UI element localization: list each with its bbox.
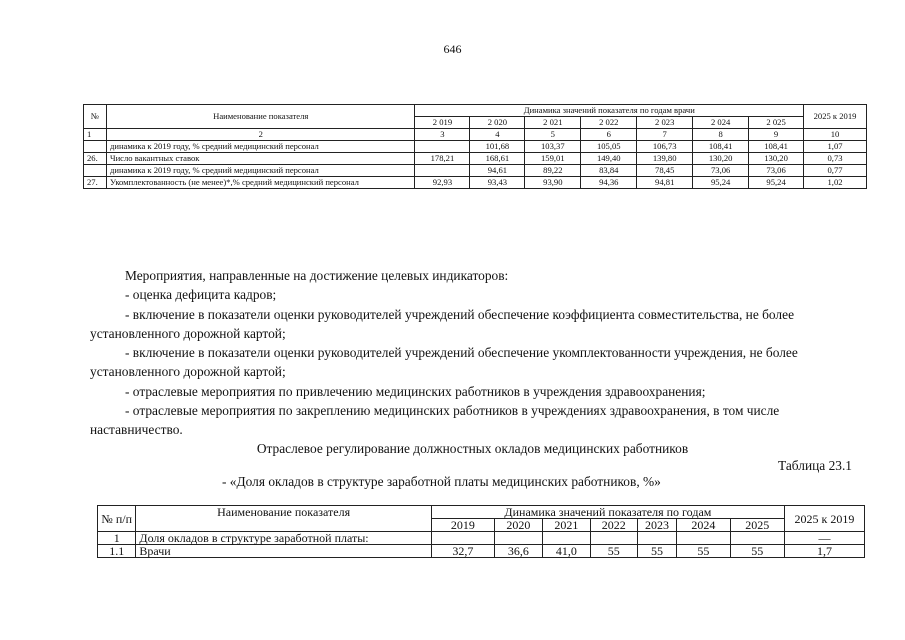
row-value: 55 — [677, 545, 730, 558]
measure-item: - включение в показатели оценки руководителей учреждений обеспечение укомплектованности учреждения, не более установленного дорожной картой; — [90, 345, 798, 380]
row-value: 73,06 — [693, 165, 749, 177]
row-value: 139,80 — [637, 153, 693, 165]
row-num: 26. — [84, 153, 107, 165]
row-value — [730, 532, 784, 545]
row-value: 149,40 — [581, 153, 637, 165]
row-value: 32,7 — [431, 545, 494, 558]
measure-item: - оценка дефицита кадров; — [125, 287, 277, 303]
row-value: 108,41 — [749, 141, 804, 153]
section-title: Отраслевое регулирование должностных окладов медицинских работников — [256, 441, 689, 456]
header-name: Наименование показателя — [136, 506, 431, 532]
col-number: 2 — [106, 129, 415, 141]
col-number: 6 — [581, 129, 637, 141]
header-year: 2 022 — [581, 117, 637, 129]
row-name: Укомплектованность (не менее)*,% средний медицинский персонал — [106, 177, 415, 189]
table-row — [84, 153, 867, 165]
row-num: 1 — [98, 532, 136, 545]
row-num: 1.1 — [98, 545, 136, 558]
table-caption: - «Доля окладов в структуре заработной платы медицинских работников, %» — [222, 474, 661, 489]
header-year: 2024 — [677, 519, 730, 532]
table-row — [84, 141, 867, 153]
header-year: 2 025 — [749, 117, 804, 129]
col-number: 7 — [637, 129, 693, 141]
header-year: 2 024 — [693, 117, 749, 129]
col-number: 3 — [415, 129, 470, 141]
row-value: 95,24 — [693, 177, 749, 189]
row-num — [84, 141, 107, 153]
table-row — [84, 177, 867, 189]
col-number: 10 — [804, 129, 867, 141]
measure-item: - отраслевые мероприятия по закреплению медицинских работников в учреждениях здравоохранения, в том числе наставничество. — [90, 403, 780, 438]
row-value: 103,37 — [525, 141, 581, 153]
header-year: 2023 — [637, 519, 676, 532]
row-value: 94,61 — [470, 165, 525, 177]
table-label: Таблица 23.1 — [778, 458, 853, 473]
col-number: 4 — [470, 129, 525, 141]
row-value: 41,0 — [542, 545, 590, 558]
indicator-table-1 — [83, 104, 867, 189]
indicator-table-2 — [97, 505, 865, 558]
row-value: 178,21 — [415, 153, 470, 165]
col-number: 8 — [693, 129, 749, 141]
row-value: 55 — [590, 545, 637, 558]
row-value: 93,43 — [470, 177, 525, 189]
col-number: 1 — [84, 129, 107, 141]
row-value: 94,81 — [637, 177, 693, 189]
row-value: 73,06 — [749, 165, 804, 177]
row-value: 92,93 — [415, 177, 470, 189]
table-row — [98, 532, 865, 545]
row-value: 93,90 — [525, 177, 581, 189]
row-value: 105,05 — [581, 141, 637, 153]
row-value — [431, 532, 494, 545]
row-value: 0,73 — [804, 153, 867, 165]
row-value — [542, 532, 590, 545]
row-value: 1,7 — [784, 545, 864, 558]
row-value: 0,77 — [804, 165, 867, 177]
row-name: Число вакантных ставок — [106, 153, 415, 165]
table-row — [98, 545, 865, 558]
row-value — [677, 532, 730, 545]
row-name: динамика к 2019 году, % средний медицинский персонал — [106, 165, 415, 177]
header-ratio: 2025 к 2019 — [804, 105, 867, 129]
measure-item: - включение в показатели оценки руководителей учреждений обеспечение коэффициента совместительства, не более установленного дорожной картой; — [90, 306, 795, 341]
header-year: 2022 — [590, 519, 637, 532]
measure-item: - отраслевые мероприятия по привлечению медицинских работников в учреждения здравоохранения; — [125, 383, 706, 399]
row-num — [84, 165, 107, 177]
row-value: 89,22 — [525, 165, 581, 177]
header-year: 2 019 — [415, 117, 470, 129]
header-dynamics: Динамика значений показателя по годам — [431, 506, 784, 519]
row-value: 55 — [730, 545, 784, 558]
measures-text — [90, 266, 858, 440]
header-num: № п/п — [98, 506, 136, 532]
header-year: 2021 — [542, 519, 590, 532]
row-name: Доля окладов в структуре заработной платы: — [136, 532, 431, 545]
row-value: 130,20 — [749, 153, 804, 165]
col-number: 9 — [749, 129, 804, 141]
row-value: 1,07 — [804, 141, 867, 153]
row-value: 1,02 — [804, 177, 867, 189]
column-number-row — [84, 129, 867, 141]
row-value: 83,84 — [581, 165, 637, 177]
col-number: 5 — [525, 129, 581, 141]
row-value: — — [784, 532, 864, 545]
row-name: динамика к 2019 году, % средний медицинский персонал — [106, 141, 415, 153]
header-dynamics: Динамика значений показателя по годам врачи — [415, 105, 804, 117]
header-num: № — [84, 105, 107, 129]
row-value: 94,36 — [581, 177, 637, 189]
row-value — [415, 141, 470, 153]
table-row — [84, 165, 867, 177]
measures-intro: Мероприятия, направленные на достижение целевых индикаторов: — [125, 268, 509, 283]
header-name: Наименование показателя — [106, 105, 415, 129]
row-value: 95,24 — [749, 177, 804, 189]
row-num: 27. — [84, 177, 107, 189]
row-value — [494, 532, 542, 545]
row-value: 130,20 — [693, 153, 749, 165]
page-number: 646 — [443, 42, 462, 56]
row-value: 108,41 — [693, 141, 749, 153]
row-value: 168,61 — [470, 153, 525, 165]
header-year: 2020 — [494, 519, 542, 532]
row-value — [415, 165, 470, 177]
row-value: 78,45 — [637, 165, 693, 177]
header-ratio: 2025 к 2019 — [784, 506, 864, 532]
header-year: 2025 — [730, 519, 784, 532]
header-year: 2 021 — [525, 117, 581, 129]
row-value: 106,73 — [637, 141, 693, 153]
row-value — [590, 532, 637, 545]
row-value: 159,01 — [525, 153, 581, 165]
header-year: 2 020 — [470, 117, 525, 129]
header-year: 2 023 — [637, 117, 693, 129]
row-value — [637, 532, 676, 545]
header-year: 2019 — [431, 519, 494, 532]
row-value: 101,68 — [470, 141, 525, 153]
row-value: 36,6 — [494, 545, 542, 558]
row-value: 55 — [637, 545, 676, 558]
row-name: Врачи — [136, 545, 431, 558]
